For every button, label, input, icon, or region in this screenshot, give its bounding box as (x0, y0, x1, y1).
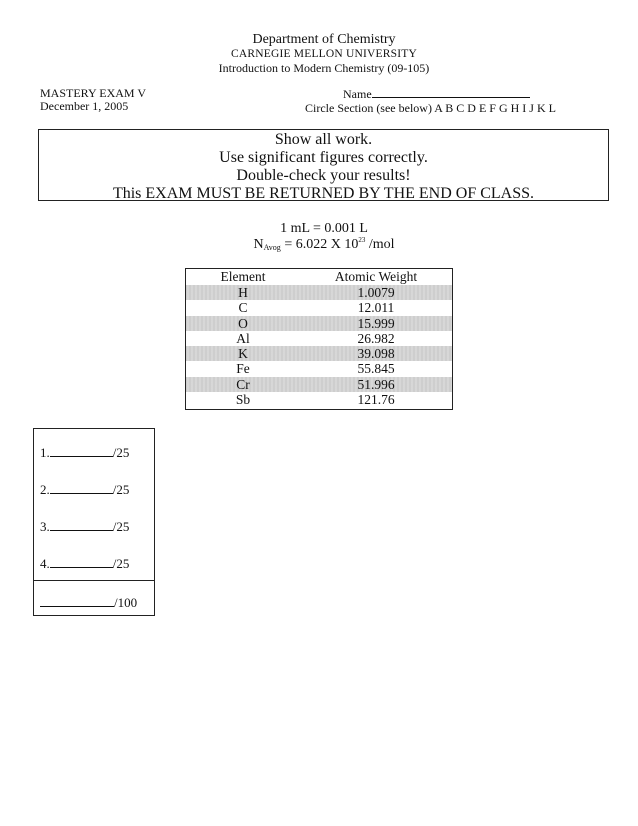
avogadro-exponent: 23 (358, 236, 366, 244)
department-title: Department of Chemistry (252, 32, 396, 47)
element-cell: O (238, 315, 248, 331)
element-cell: K (238, 346, 248, 362)
volume-conversion: 1 mL = 0.001 L (280, 221, 368, 236)
section-selector[interactable]: Circle Section (see below) A B C D E F G H I J K L (305, 101, 556, 115)
instruction-line: Double-check your results! (236, 167, 411, 184)
exam-title: MASTERY EXAM V (40, 86, 147, 100)
question-max: /25 (112, 482, 130, 497)
total-max: /100 (114, 595, 138, 610)
question-number: 2. (40, 482, 50, 497)
table-row (186, 316, 452, 331)
question-number: 1. (40, 445, 50, 460)
score-blank[interactable] (50, 484, 113, 494)
exam-date: December 1, 2005 (40, 99, 129, 113)
question-max: /25 (112, 556, 130, 571)
question-max: /25 (112, 519, 130, 534)
weight-cell: 51.996 (357, 376, 395, 392)
table-row (186, 392, 452, 407)
weight-cell: 1.0079 (357, 285, 395, 300)
avogadro-subscript: Avog (263, 243, 281, 252)
weight-cell: 55.845 (357, 361, 395, 377)
table-header-row (186, 269, 452, 285)
name-blank-line[interactable] (372, 87, 530, 98)
column-header-element: Element (220, 269, 266, 284)
total-blank[interactable] (40, 597, 114, 607)
score-row-2 (40, 482, 129, 498)
instructions-box (38, 129, 609, 201)
instruction-line: Use significant figures correctly. (219, 149, 428, 166)
instruction-line: Show all work. (274, 131, 373, 148)
name-field[interactable] (343, 87, 530, 102)
column-header-weight: Atomic Weight (334, 269, 418, 284)
element-cell: Sb (235, 392, 251, 408)
instruction-line: This EXAM MUST BE RETURNED BY THE END OF CLASS. (112, 185, 535, 202)
element-cell: Fe (236, 361, 250, 377)
avogadro-symbol: N (253, 237, 264, 252)
course-title: Introduction to Modern Chemistry (09-105) (218, 61, 430, 75)
element-cell: H (238, 285, 248, 300)
weight-cell: 121.76 (357, 392, 395, 408)
table-row (186, 331, 452, 346)
weight-cell: 15.999 (357, 315, 395, 331)
atomic-weight-table (185, 268, 453, 410)
university-name: CARNEGIE MELLON UNIVERSITY (231, 48, 417, 60)
table-row (186, 300, 452, 315)
score-row-3 (40, 519, 129, 535)
score-row-1 (40, 445, 129, 461)
score-total-row (40, 595, 137, 611)
question-number: 4. (40, 556, 50, 571)
name-label: Name (343, 87, 372, 101)
avogadro-unit: /mol (365, 237, 395, 252)
table-row (186, 361, 452, 376)
table-row (186, 346, 452, 361)
weight-cell: 26.982 (357, 330, 395, 346)
score-blank[interactable] (50, 521, 113, 531)
score-row-4 (40, 556, 129, 572)
total-divider (34, 580, 154, 581)
element-cell: C (238, 300, 248, 316)
table-row (186, 377, 452, 392)
element-cell: Al (236, 330, 250, 346)
question-max: /25 (112, 445, 130, 460)
weight-cell: 12.011 (357, 300, 395, 316)
table-row (186, 285, 452, 300)
exam-meta (40, 87, 146, 113)
question-number: 3. (40, 519, 50, 534)
score-blank[interactable] (50, 558, 113, 568)
avogadro-constant (0, 236, 638, 253)
score-blank[interactable] (50, 447, 113, 457)
avogadro-value: = 6.022 X 10 (280, 237, 359, 252)
weight-cell: 39.098 (357, 346, 395, 362)
score-box (33, 428, 155, 616)
element-cell: Cr (236, 376, 250, 392)
